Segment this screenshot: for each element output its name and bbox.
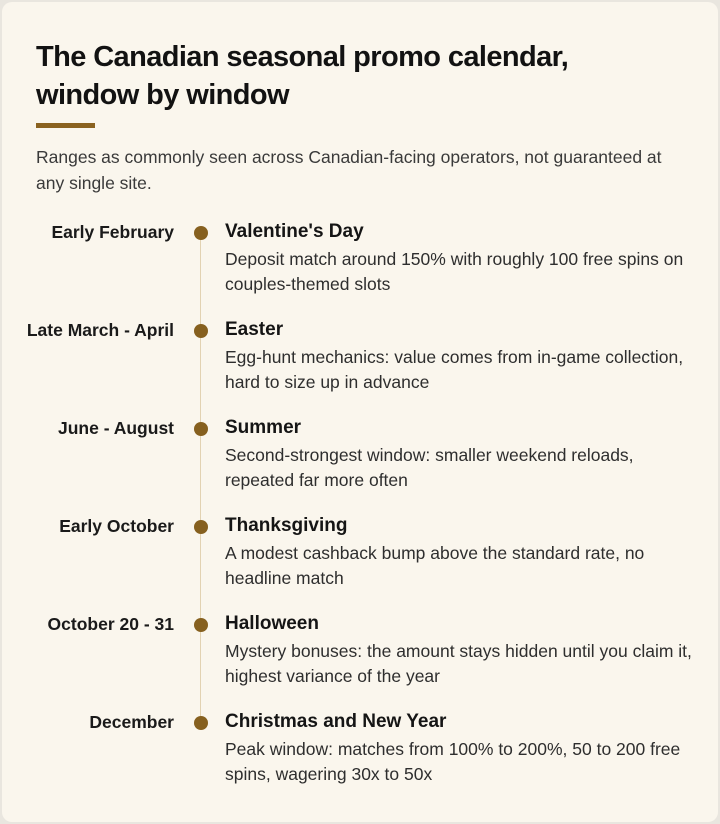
entry-title: Valentine's Day xyxy=(225,221,364,242)
timeline-dot-icon xyxy=(194,716,208,730)
entry-description: A modest cashback bump above the standard rate, no headline match xyxy=(225,543,645,588)
timeline-dot-icon xyxy=(194,422,208,436)
entry-title: Christmas and New Year xyxy=(225,711,447,732)
entry-date: October 20 - 31 xyxy=(47,614,174,634)
entry-description: Peak window: matches from 100% to 200%, 50 to 200 free spins, wagering 30x to 50x xyxy=(225,739,681,784)
entry-date: Early October xyxy=(59,516,174,536)
entry-description: Deposit match around 150% with roughly 100 free spins on couples-themed slots xyxy=(225,249,684,294)
page-title: The Canadian seasonal promo calendar, window by window xyxy=(36,41,569,111)
timeline-dot-icon xyxy=(194,226,208,240)
entry-description: Mystery bonuses: the amount stays hidden until you claim it, highest variance of the year xyxy=(225,641,692,686)
calendar-card xyxy=(2,2,718,822)
entry-date: December xyxy=(89,712,174,732)
entry-title: Thanksgiving xyxy=(225,515,348,536)
timeline-line xyxy=(200,234,201,724)
entry-date: Early February xyxy=(51,222,174,242)
timeline-dot-icon xyxy=(194,520,208,534)
entry-date: June - August xyxy=(57,418,174,438)
entry-description: Second-strongest window: smaller weekend reloads, repeated far more often xyxy=(225,445,634,490)
entry-title: Halloween xyxy=(225,613,319,634)
entry-title: Easter xyxy=(225,319,284,340)
timeline-dot-icon xyxy=(194,618,208,632)
title-accent-bar xyxy=(36,123,95,128)
entry-description: Egg-hunt mechanics: value comes from in-game collection, hard to size up in advance xyxy=(225,347,684,392)
timeline-dot-icon xyxy=(194,324,208,338)
entry-title: Summer xyxy=(225,417,302,438)
entry-date: Late March - April xyxy=(26,320,174,340)
page-subtitle: Ranges as commonly seen across Canadian-facing operators, not guaranteed at any single site. xyxy=(36,147,662,193)
